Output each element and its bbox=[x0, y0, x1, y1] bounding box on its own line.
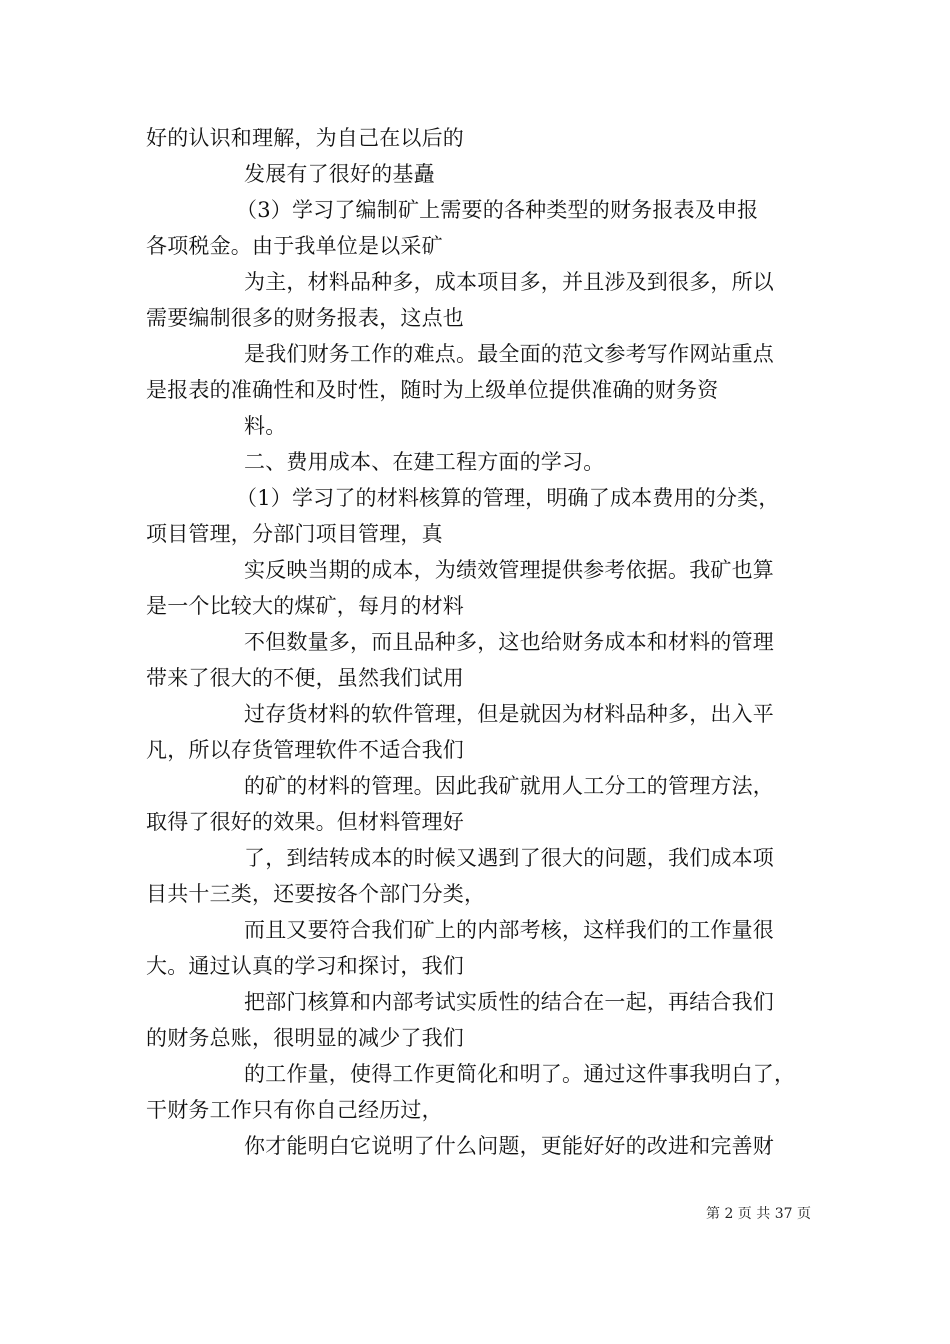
text-line: 带来了很大的不便，虽然我们试用 bbox=[146, 666, 464, 690]
page-number: 第 2 页 共 37 页 bbox=[706, 1206, 811, 1222]
text-line: 取得了很好的效果。但材料管理好 bbox=[146, 810, 464, 834]
text-line: 而且又要符合我们矿上的内部考核，这样我们的工作量很 bbox=[244, 918, 774, 942]
text-line: 凡，所以存货管理软件不适合我们 bbox=[146, 738, 464, 762]
text-line: 的矿的材料的管理。因此我矿就用人工分工的管理方法， bbox=[244, 774, 774, 798]
text-line: 需要编制很多的财务报表，这点也 bbox=[146, 306, 464, 330]
text-line: 发展有了很好的基矗 bbox=[244, 162, 435, 186]
text-line: 大。通过认真的学习和探讨，我们 bbox=[146, 954, 464, 978]
section-heading: 二、费用成本、在建工程方面的学习。 bbox=[244, 450, 605, 474]
text-line: 把部门核算和内部考试实质性的结合在一起，再结合我们 bbox=[244, 990, 774, 1014]
text-line: 了，到结转成本的时候又遇到了很大的问题，我们成本项 bbox=[244, 846, 774, 870]
text-line: 各项税金。由于我单位是以采矿 bbox=[146, 234, 443, 258]
text-line: 是一个比较大的煤矿，每月的材料 bbox=[146, 594, 464, 618]
text-line: （1）学习了的材料核算的管理，明确了成本费用的分类， bbox=[236, 486, 780, 510]
text-line: 的财务总账，很明显的减少了我们 bbox=[146, 1026, 464, 1050]
text-line: 是报表的准确性和及时性，随时为上级单位提供准确的财务资 bbox=[146, 378, 719, 402]
text-line: 不但数量多，而且品种多，这也给财务成本和材料的管理 bbox=[244, 630, 774, 654]
text-line: 是我们财务工作的难点。最全面的范文参考写作网站重点 bbox=[244, 342, 774, 366]
text-line: 目共十三类，还要按各个部门分类， bbox=[146, 882, 486, 906]
text-line: 你才能明白它说明了什么问题，更能好好的改进和完善财 bbox=[244, 1134, 774, 1158]
text-line: 的工作量，使得工作更简化和明了。通过这件事我明白了， bbox=[244, 1062, 796, 1086]
text-line: 好的认识和理解，为自己在以后的 bbox=[146, 126, 464, 150]
text-line: 项目管理，分部门项目管理，真 bbox=[146, 522, 443, 546]
text-line: 为主，材料品种多，成本项目多，并且涉及到很多，所以 bbox=[244, 270, 774, 294]
text-line: 实反映当期的成本，为绩效管理提供参考依据。我矿也算 bbox=[244, 558, 774, 582]
text-line: 过存货材料的软件管理，但是就因为材料品种多，出入平 bbox=[244, 702, 774, 726]
text-line: 干财务工作只有你自己经历过， bbox=[146, 1098, 443, 1122]
text-line: 料。 bbox=[244, 414, 287, 438]
text-line: （3）学习了编制矿上需要的各种类型的财务报表及申报 bbox=[236, 198, 759, 222]
